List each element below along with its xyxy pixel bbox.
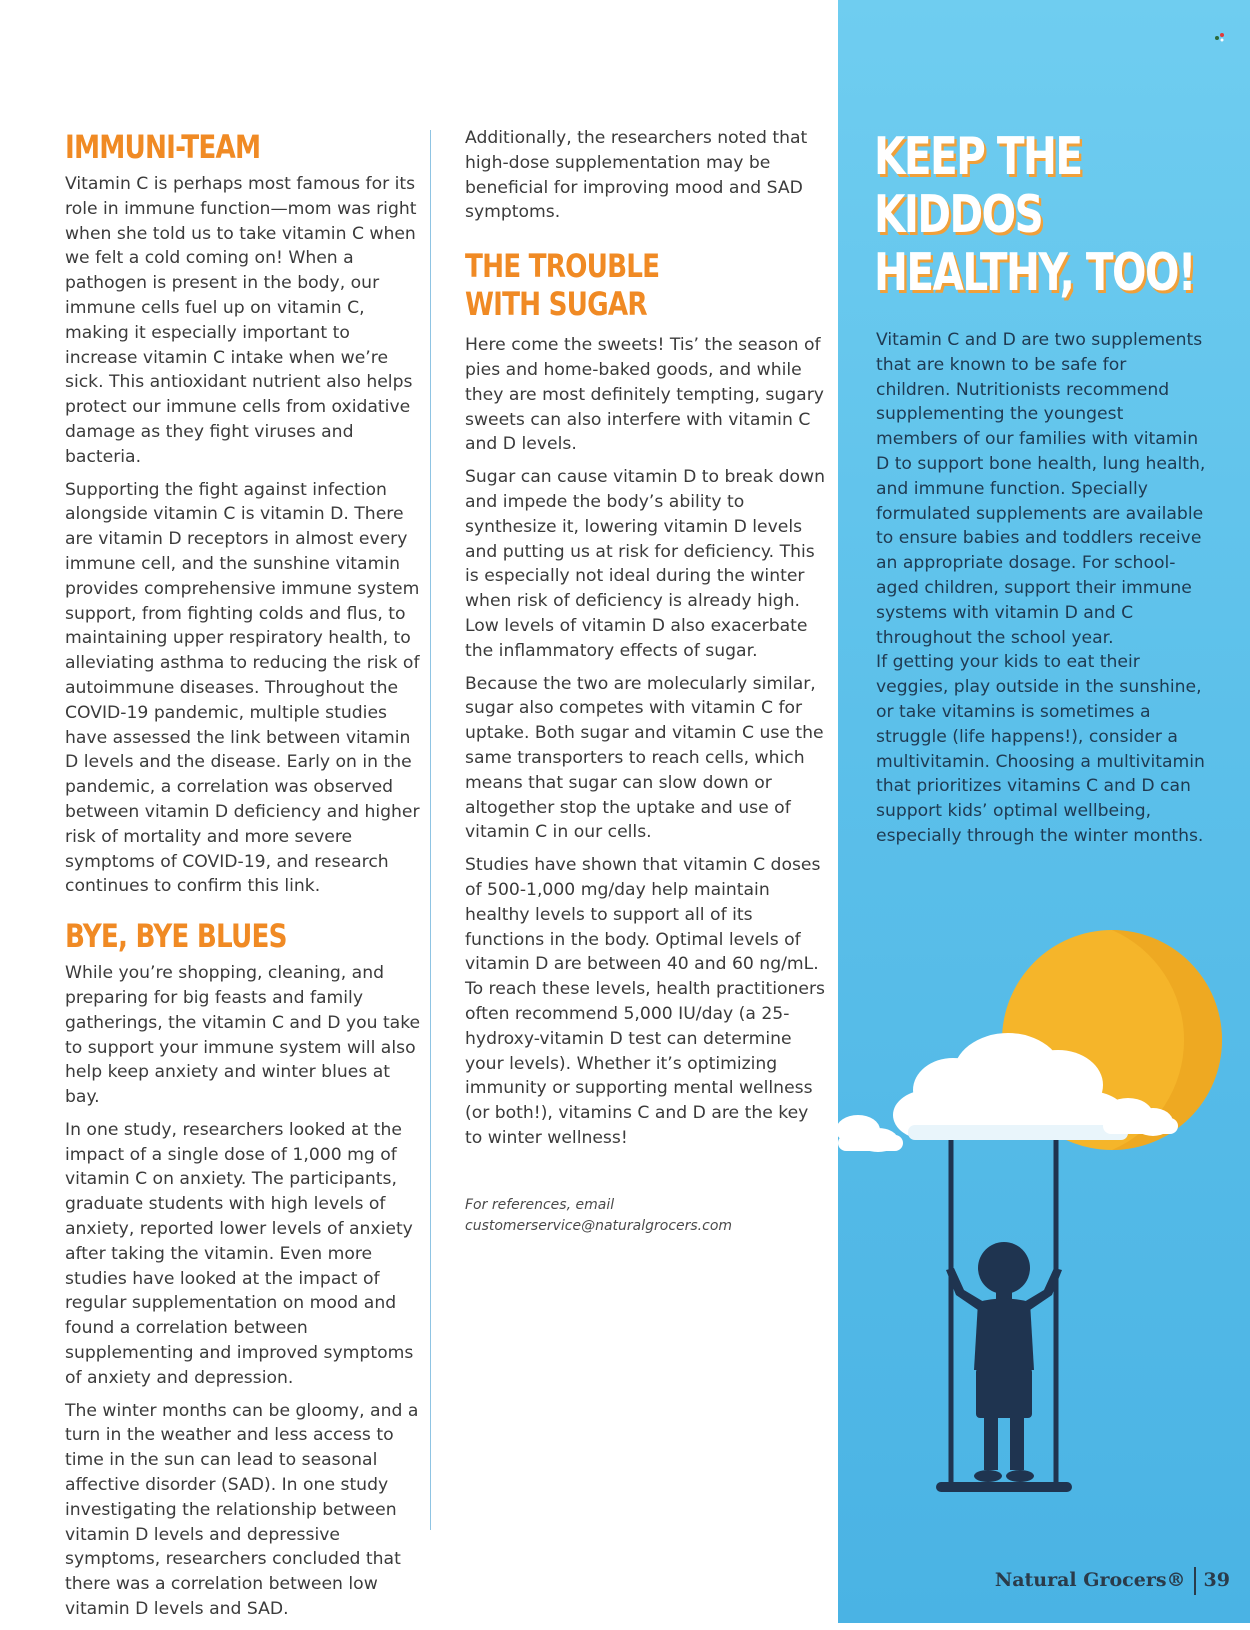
column-1 <box>65 128 421 1630</box>
footer-separator <box>1194 1567 1196 1595</box>
sidebar-panel <box>838 0 1250 1623</box>
heading-line: WITH SUGAR <box>465 285 647 324</box>
sidebar-heading <box>874 127 1195 303</box>
page-number: 39 <box>1203 1569 1230 1591</box>
page-footer <box>995 1567 1230 1595</box>
paragraph: In one study, researchers looked at the impact of a single dose of 1,000 mg of vitamin C on anxiety. The participants, graduate students with high levels of anxiety, reported lower levels of anxiety after taking the vitamin. Even more studies have looked at the impact of regular supplementation on mood and found a correlation between supplementing and improved symptoms of anxiety and depression. <box>65 1119 414 1388</box>
references-email[interactable]: customerservice@naturalgrocers.com <box>465 1217 733 1234</box>
references-note <box>465 1195 825 1237</box>
sidebar-heading-line: HEALTHY, TOO! <box>874 243 1195 303</box>
paragraph: Here come the sweets! Tis’ the season of pies and home-baked goods, and while they are most definitely tempting, sugary sweets can also interfere with vitamin C and D levels. <box>465 335 824 455</box>
child-on-swing-illustration <box>838 900 1250 1623</box>
cloud-icon <box>838 1115 903 1152</box>
child-silhouette-icon <box>946 1242 1062 1482</box>
heading-line: THE TROUBLE <box>465 247 660 286</box>
paragraph: Vitamin C is perhaps most famous for its role in immune function—mom was right when she told us to take vitamin C when we felt a cold coming on! When a pathogen is present in the body, our immune cells fuel up on vitamin C, making it especially important to increase vitamin C intake when we’re sick. This antioxidant nutrient also helps protect our immune cells from oxidative damage as they fight viruses and bacteria. <box>65 174 417 467</box>
paragraph: Supporting the fight against infection alongside vitamin C is vitamin D. There are vitamin D receptors in almost every immune cell, and the sunshine vitamin provides comprehensive immune system support, from fighting colds and flus, to maintaining upper respiratory health, to alleviating asthma to reducing the risk of autoimmune diseases. Throughout the COVID-19 pandemic, multiple studies have assessed the link between vitamin D levels and the disease. Early on in the pandemic, a correlation was observed between vitamin D deficiency and higher risk of mortality and more severe symptoms of COVID-19, and research continues to confirm this link. <box>65 479 420 897</box>
sidebar-paragraph: If getting your kids to eat their veggies, play outside in the sunshine, or take vitamins is sometimes a struggle (life happens!), consider a multivitamin. Choosing a multivitamin that prioritizes vitamins C and D can support kids’ optimal wellbeing, especially through the winter months. <box>876 652 1205 846</box>
references-label: For references, email <box>465 1196 615 1213</box>
column-2 <box>465 126 825 1237</box>
paragraph: Additionally, the researchers noted that high-dose supplementation may be beneficial for improving mood and SAD symptoms. <box>465 128 808 223</box>
heading-trouble-with-sugar <box>465 247 760 323</box>
sidebar-heading-line: KIDDOS <box>874 185 1043 245</box>
swing-seat-icon <box>936 1482 1072 1492</box>
paragraph: Studies have shown that vitamin C doses of 500-1,000 mg/day help maintain healthy levels to support all of its functions in the body. Optimal levels of vitamin D are between 40 and 60 ng/mL. To reach these levels, health practitioners often recommend 5,000 IU/day (a 25-hydroxy-vitamin D test can determine your levels). Whether it’s optimizing immunity or supporting mental wellness (or both!), vitamins C and D are the key to winter wellness! <box>465 855 825 1148</box>
column-divider <box>430 130 431 1530</box>
sidebar-paragraph: Vitamin C and D are two supplements that are known to be safe for children. Nutritionists recommend supplementing the youngest members of our families with vitamin D to support bone health, lung health, and immune function. Specially formulated supplements are available to ensure babies and toddlers receive an appropriate dosage. For school-aged children, support their immune systems with vitamin D and C throughout the school year. <box>876 330 1206 648</box>
sidebar-text <box>876 328 1206 849</box>
paragraph: Sugar can cause vitamin D to break down and impede the body’s ability to synthesize it, lowering vitamin D levels and putting us at risk for deficiency. This is especially not ideal during the winter when risk of deficiency is already high. Low levels of vitamin D also exacerbate the inflammatory effects of sugar. <box>465 467 825 661</box>
corner-dots-icon <box>1213 30 1233 44</box>
paragraph: While you’re shopping, cleaning, and preparing for big feasts and family gatherings, the vitamin C and D you take to support your immune system will also help keep anxiety and winter blues at bay. <box>65 963 421 1108</box>
paragraph: The winter months can be gloomy, and a turn in the weather and less access to time in the sun can lead to seasonal affective disorder (SAD). In one study investigating the relationship between vitamin D levels and depressive symptoms, researchers concluded that there was a correlation between low vitamin D levels and SAD. <box>65 1400 419 1620</box>
brand-name: Natural Grocers® <box>994 1569 1186 1591</box>
paragraph: Because the two are molecularly similar, sugar also competes with vitamin C for uptake. Both sugar and vitamin C use the same transporters to reach cells, which means that sugar can slow down or altogether stop the uptake and use of vitamin C in our cells. <box>465 673 824 843</box>
sidebar-heading-line: KEEP THE <box>874 127 1082 187</box>
heading-immuni-team: IMMUNI-TEAM <box>65 128 261 166</box>
heading-bye-bye-blues: BYE, BYE BLUES <box>65 917 287 956</box>
